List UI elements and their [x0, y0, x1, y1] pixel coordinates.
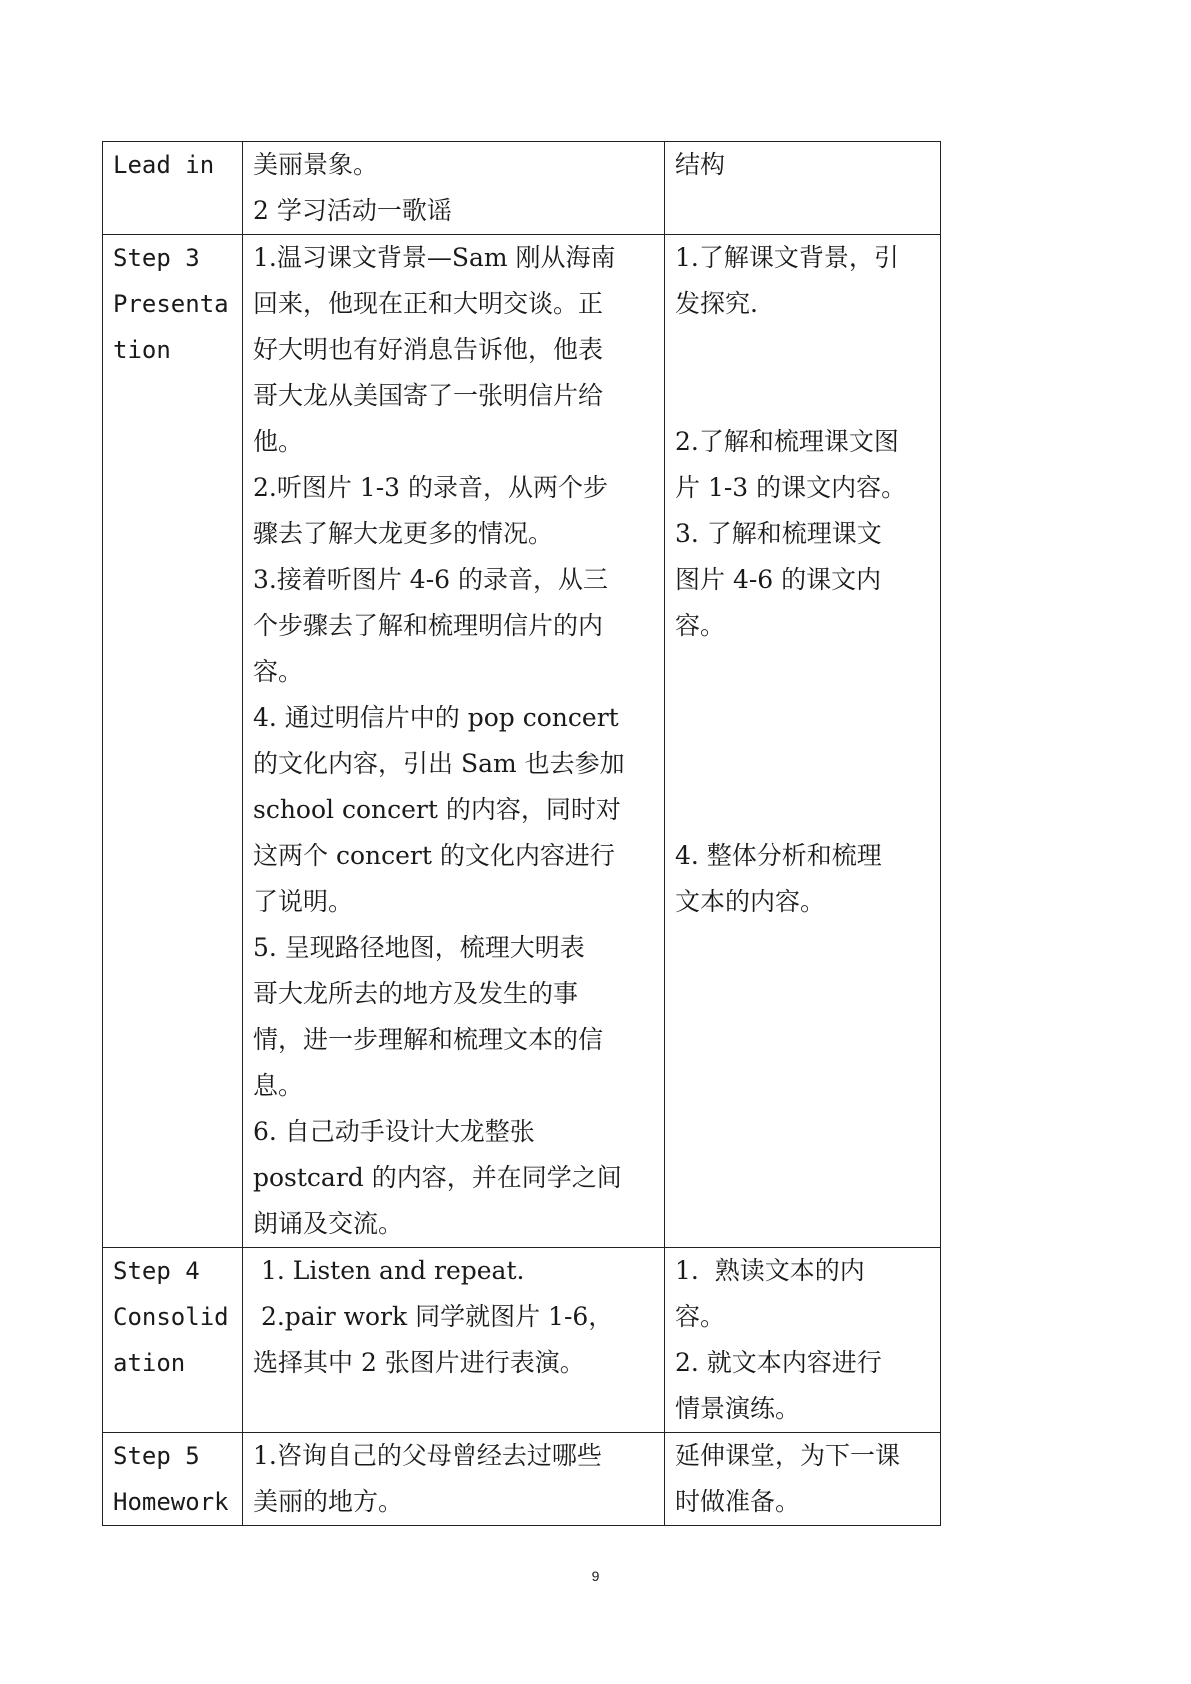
- table-row: [103, 1433, 941, 1526]
- step-cell: Step 5 Homework: [103, 1433, 243, 1526]
- activities-cell: 美丽景象。 2 学习活动一歌谣: [243, 142, 665, 235]
- step-cell: Step 3 Presenta tion: [103, 235, 243, 1248]
- step-cell: Lead in: [103, 142, 243, 235]
- purpose-cell: 1. 熟读文本的内 容。 2. 就文本内容进行 情景演练。: [665, 1248, 941, 1433]
- table-row: [103, 1248, 941, 1433]
- table-row: [103, 142, 941, 235]
- purpose-cell: 1.了解课文背景，引 发探究. 2.了解和梳理课文图 片 1-3 的课文内容。 3. 了解和梳理课文 图片 4-6 的课文内 容。 4. 整体分析和梳理 文本的内容。: [665, 235, 941, 1248]
- table-row: [103, 235, 941, 1248]
- activities-cell: 1.咨询自己的父母曾经去过哪些 美丽的地方。: [243, 1433, 665, 1526]
- lesson-plan-table: [102, 141, 941, 1526]
- page-number: 9: [591, 1568, 600, 1584]
- activities-cell: 1.温习课文背景—Sam 刚从海南 回来，他现在正和大明交谈。正 好大明也有好消息告诉他，他表 哥大龙从美国寄了一张明信片给 他。 2.听图片 1-3 的录音，从两个步 骤去了解大龙更多的情况。 3.接着听图片 4-6 的录音，从三 个步骤去了解和梳理明信片的内 容。 4. 通过明信片中的 pop concert 的文化内容，引出 Sam 也去参加 school concert 的内容，同时对 这两个 concert 的文化内容进行 了说明。 5. 呈现路径地图，梳理大明表 哥大龙所去的地方及发生的事 情，进一步理解和梳理文本的信 息。 6. 自己动手设计大龙整张 postcard 的内容，并在同学之间 朗诵及交流。: [243, 235, 665, 1248]
- step-cell: Step 4 Consolid ation: [103, 1248, 243, 1433]
- purpose-cell: 延伸课堂，为下一课 时做准备。: [665, 1433, 941, 1526]
- purpose-cell: 结构: [665, 142, 941, 235]
- activities-cell: 1. Listen and repeat. 2.pair work 同学就图片 1-6， 选择其中 2 张图片进行表演。: [243, 1248, 665, 1433]
